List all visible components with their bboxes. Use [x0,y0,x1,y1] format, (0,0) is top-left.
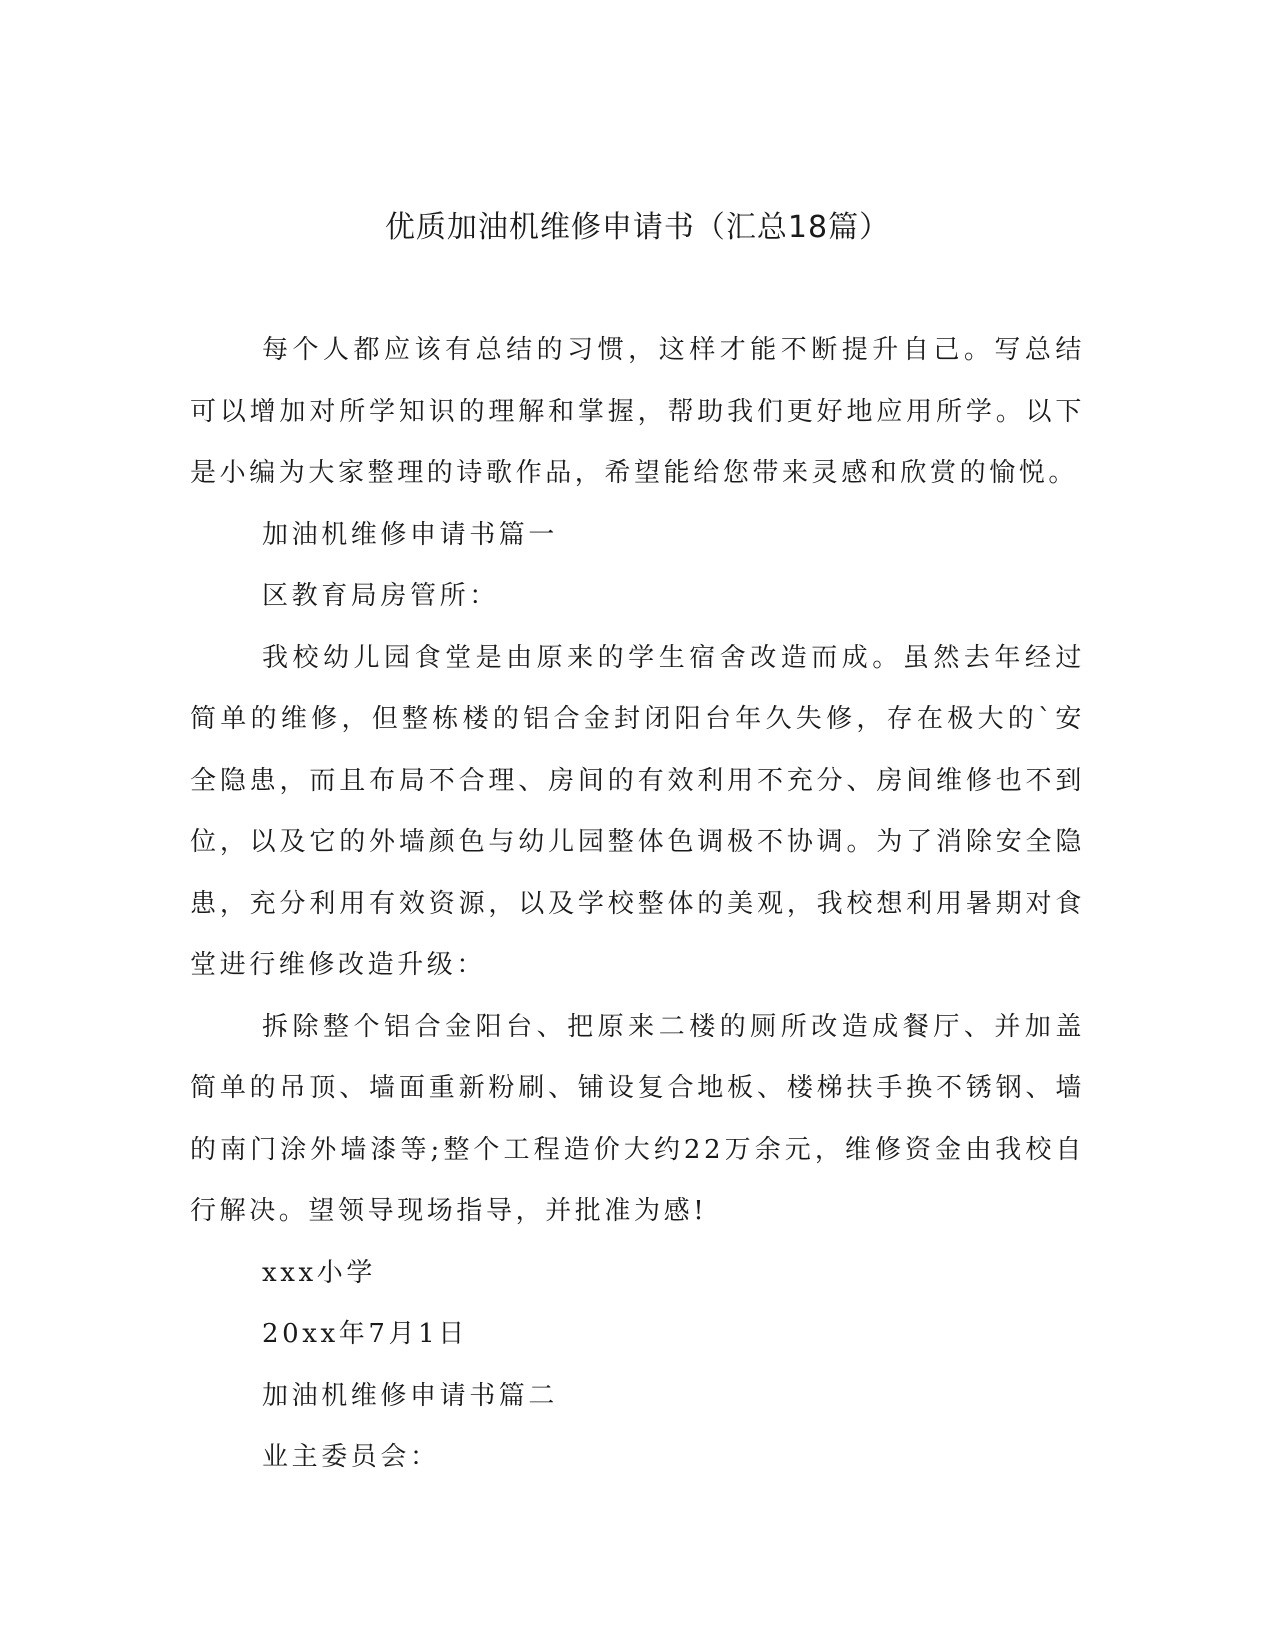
section2-heading: 加油机维修申请书篇二 [262,1380,559,1411]
section1-date: 20xx年7月1日 [262,1319,468,1349]
section1-salutation: 区教育局房管所： [262,581,499,611]
section1-signature: xxx小学 [262,1257,376,1288]
document-title: 优质加油机维修申请书（汇总18篇） [384,210,891,245]
section2-salutation: 业主委员会： [262,1442,440,1472]
section1-paragraph-2: 拆除整个铝合金阳台、把原来二楼的厕所改造成餐厅、并加盖简单的吊顶、墙面重新粉刷、铺设复合地板、楼梯扶手换不锈钢、墙的南门涂外墙漆等;整个工程造价大约22万余元，维修资金由我校自行解决。望领导现场指导，并批准为感! [190,1011,1085,1226]
intro-paragraph: 每个人都应该有总结的习惯，这样才能不断提升自己。写总结可以增加对所学知识的理解和掌握，帮助我们更好地应用所学。以下是小编为大家整理的诗歌作品，希望能给您带来灵感和欣赏的愉悦。 [190,335,1085,488]
section1-heading: 加油机维修申请书篇一 [262,519,559,550]
document-body [190,320,1085,1489]
section1-paragraph-1: 我校幼儿园食堂是由原来的学生宿舍改造而成。虽然去年经过简单的维修，但整栋楼的铝合金封闭阳台年久失修，存在极大的`安全隐患，而且布局不合理、房间的有效利用不充分、房间维修也不到位，以及它的外墙颜色与幼儿园整体色调极不协调。为了消除安全隐患，充分利用有效资源，以及学校整体的美观，我校想利用暑期对食堂进行维修改造升级： [190,642,1085,980]
